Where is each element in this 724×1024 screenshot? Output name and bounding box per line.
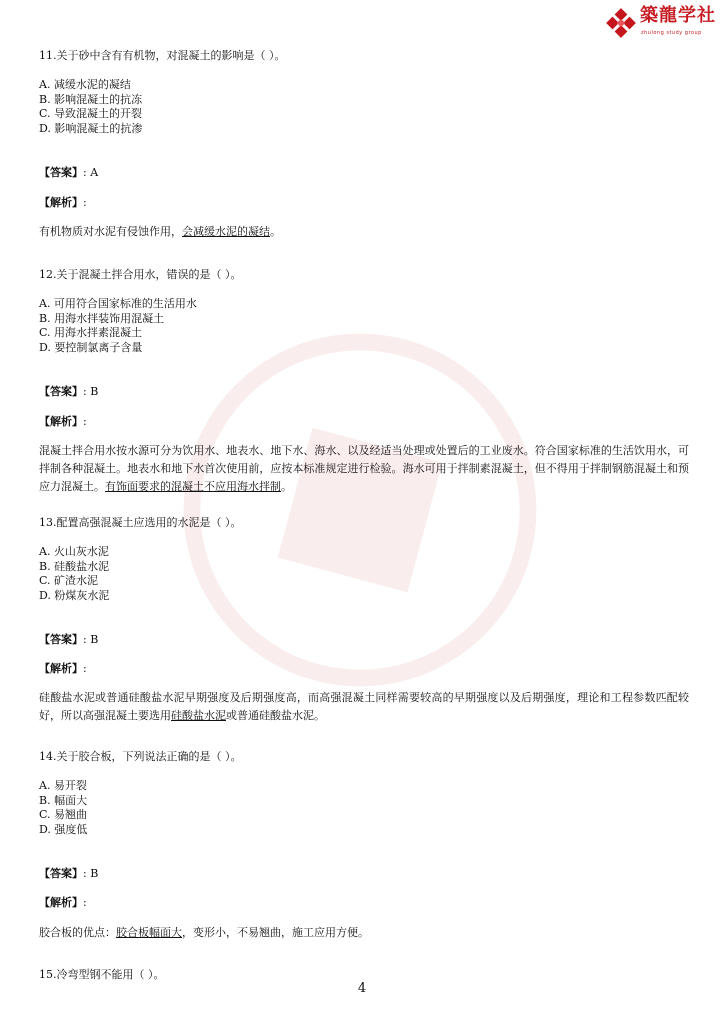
analysis-heading (39, 196, 689, 210)
question-title: 11.关于砂中含有有机物，对混凝土的影响是（ ）。 (39, 49, 286, 62)
analysis-text (39, 924, 689, 942)
analysis-label: 【解析】 (39, 662, 83, 675)
option-b: B. 用海水拌装饰用混凝土 (39, 311, 165, 325)
option-b: B. 幅面大 (39, 793, 88, 807)
analysis-segment: 。 (270, 225, 281, 238)
question-11 (39, 49, 689, 136)
brand-logo (606, 6, 718, 40)
answer-label: 【答案】 (39, 166, 83, 179)
question-15-title: 15.冷弯型钢不能用（ ）。 (39, 968, 165, 981)
option-b: B. 影响混凝土的抗冻 (39, 92, 143, 106)
option-d: D. 粉煤灰水泥 (39, 588, 110, 602)
analysis-colon: : (83, 896, 87, 909)
question-14 (39, 750, 689, 837)
option-a: A. 可用符合国家标准的生活用水 (39, 297, 197, 310)
watermark-logo (150, 300, 570, 720)
analysis-colon: : (83, 415, 87, 428)
logo-flower-icon (606, 8, 636, 38)
answer-label: 【答案】 (39, 385, 83, 398)
option-list (39, 779, 689, 837)
analysis-key-point: 硅酸盐水泥 (171, 709, 226, 722)
analysis-key-point: 胶合板幅面大 (116, 926, 182, 939)
option-list (39, 297, 689, 355)
analysis-colon: : (83, 662, 87, 675)
page-number: 4 (357, 981, 367, 996)
option-c: C. 矿渣水泥 (39, 574, 99, 587)
analysis-heading (39, 896, 689, 910)
brand-name: 築龍学社 (640, 5, 716, 26)
analysis-text (39, 442, 689, 496)
answer-label: 【答案】 (39, 867, 83, 880)
option-list (39, 545, 689, 603)
question-title: 14.关于胶合板，下列说法正确的是（ ）。 (39, 750, 242, 763)
analysis-colon: : (83, 196, 87, 209)
analysis-text (39, 689, 689, 725)
option-c: C. 易翘曲 (39, 808, 88, 821)
analysis-segment: 或普通硅酸盐水泥。 (226, 709, 325, 722)
answer-line (39, 633, 689, 647)
option-a: A. 减缓水泥的凝结 (39, 78, 131, 91)
analysis-segment: 。 (281, 480, 292, 493)
analysis-text (39, 223, 689, 241)
analysis-segment: 胶合板的优点： (39, 926, 116, 939)
question-12 (39, 268, 689, 355)
answer-line (39, 385, 689, 399)
answer-value: : B (83, 633, 99, 646)
option-b: B. 硅酸盐水泥 (39, 559, 110, 573)
option-list (39, 78, 689, 136)
question-title: 13.配置高强混凝土应选用的水泥是（ ）。 (39, 516, 242, 529)
analysis-label: 【解析】 (39, 415, 83, 428)
analysis-label: 【解析】 (39, 896, 83, 909)
answer-value: : A (83, 166, 99, 179)
analysis-key-point: 有饰面要求的混凝土不应用海水拌制 (105, 480, 281, 493)
answer-label: 【答案】 (39, 633, 83, 646)
option-d: D. 要控制氯离子含量 (39, 340, 143, 354)
analysis-heading (39, 662, 689, 676)
brand-subtitle: zhulong study group (641, 30, 702, 36)
analysis-key-point: 会减缓水泥的凝结 (182, 225, 270, 238)
question-title: 12.关于混凝土拌合用水，错误的是（ ）。 (39, 268, 242, 281)
analysis-segment: 混凝土拌合用水按水源可分为饮用水、地表水、地下水、海水、以及经适当处理或处置后的工业废水。符合国家标准的生活饮用水，可拌制各种混凝土。地表水和地下水首次使用前，应按本标准规定进行检验。海水可用于拌制素混凝土，但不得用于拌制钢筋混凝土和预应力混凝土。 (39, 444, 689, 493)
question-13 (39, 516, 689, 603)
option-a: A. 火山灰水泥 (39, 545, 109, 558)
analysis-label: 【解析】 (39, 196, 83, 209)
option-d: D. 强度低 (39, 822, 88, 836)
analysis-heading (39, 415, 689, 429)
answer-value: : B (83, 385, 99, 398)
analysis-segment: 硅酸盐水泥或普通硅酸盐水泥早期强度及后期强度高，而高强混凝土同样需要较高的早期强度以及后期强度，理论和工程参数匹配较好，所以高强混凝土要选用 (39, 691, 689, 722)
option-d: D. 影响混凝土的抗渗 (39, 121, 143, 135)
analysis-segment: ，变形小，不易翘曲，施工应用方便。 (182, 926, 369, 939)
answer-line (39, 867, 689, 881)
answer-line (39, 166, 689, 180)
option-a: A. 易开裂 (39, 779, 87, 792)
answer-value: : B (83, 867, 99, 880)
option-c: C. 导致混凝土的开裂 (39, 107, 143, 120)
option-c: C. 用海水拌素混凝土 (39, 326, 143, 339)
analysis-segment: 有机物质对水泥有侵蚀作用， (39, 225, 182, 238)
